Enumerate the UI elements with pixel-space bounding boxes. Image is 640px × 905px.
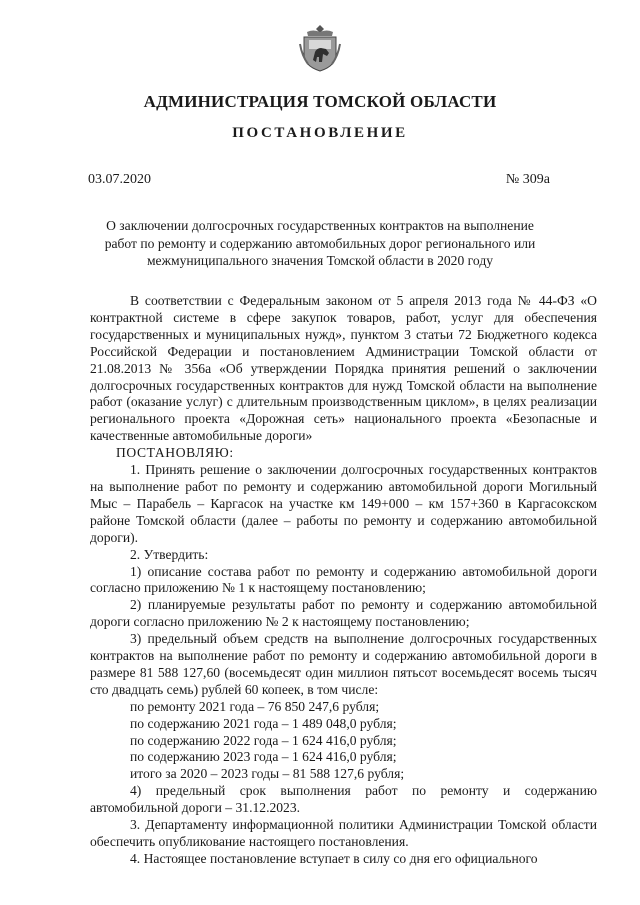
breakdown-line: по ремонту 2021 года – 76 850 247,6 рубля;	[130, 698, 380, 714]
item-4: 4. Настоящее постановление вступает в силу со дня его официального	[130, 850, 538, 866]
document-type: ПОСТАНОВЛЕНИЕ	[232, 125, 408, 141]
resolve-heading: ПОСТАНОВЛЯЮ:	[116, 445, 234, 461]
breakdown-line: по содержанию 2023 года – 1 624 416,0 рубля;	[130, 749, 397, 765]
breakdown-line: итого за 2020 – 2023 годы – 81 588 127,6 рубля;	[130, 766, 405, 782]
item-2: 2. Утвердить:	[130, 546, 209, 562]
preamble-paragraph: В соответствии с Федеральным законом от 5 апреля 2013 года № 44-ФЗ «О контрактной системе в сфере закупок товаров, работ, услуг для обеспечения государственных и муниципальных нужд», пунктом 3 статьи 72 Бюджетного кодекса Российской Федерации и постановлением Администрации Томской области от 21.08.2013 № 356а «Об утверждении Порядка принятия решений о заключении долгосрочных государственных контрактов для нужд Томской области на выполнение работ (оказание услуг) с длительным производственным циклом», в целях реализации регионального проекта «Дорожная сеть» национального проекта «Безопасные и качественные автомобильные дороги»	[90, 293, 597, 444]
item-2-subitem-3: 3) предельный объем средств на выполнение долгосрочных государственных контрактов на выполнение работ по ремонту и содержанию автомобильной дороги в размере 81 588 127,60 (восемьдесят один миллион пятьсот восемьдесят восемь тысяч сто двадцать семь) рублей 60 копеек, в том числе:	[90, 631, 597, 697]
item-2-subitem-1: 1) описание состава работ по ремонту и содержанию автомобильной дороги согласно приложению № 1 к настоящему постановлению;	[90, 563, 597, 596]
item-3: 3. Департаменту информационной политики Администрации Томской области обеспечить опубликование настоящего постановления.	[90, 817, 597, 849]
document-number: № 309а	[505, 172, 550, 187]
document-subject: О заключении долгосрочных государственных контрактов на выполнение работ по ремонту и содержанию автомобильных дорог регионального или межмуниципального значения Томской области в 2020 году	[104, 218, 536, 268]
organization-title: АДМИНИСТРАЦИЯ ТОМСКОЙ ОБЛАСТИ	[143, 92, 497, 111]
breakdown-line: по содержанию 2021 года – 1 489 048,0 рубля;	[130, 715, 397, 731]
document-body	[90, 293, 597, 868]
document-date: 03.07.2020	[88, 172, 151, 187]
item-2-subitem-2: 2) планируемые результаты работ по ремонту и содержанию автомобильной дороги согласно приложению № 2 к настоящему постановлению;	[90, 597, 597, 630]
item-2-subitem-4: 4) предельный срок выполнения работ по ремонту и содержанию автомобильной дороги – 31.12.2023.	[90, 783, 597, 816]
tomsk-oblast-coat-of-arms-icon	[299, 24, 341, 72]
breakdown-line: по содержанию 2022 года – 1 624 416,0 рубля;	[130, 732, 397, 748]
item-1: 1. Принять решение о заключении долгосрочных государственных контрактов на выполнение работ по ремонту и содержанию автомобильной дороги Могильный Мыс – Парабель – Каргасок на участке км 149+000 – км 157+360 в Каргасокском районе Томской области (далее – работы по ремонту и содержанию автомобильной дороги).	[90, 462, 597, 545]
